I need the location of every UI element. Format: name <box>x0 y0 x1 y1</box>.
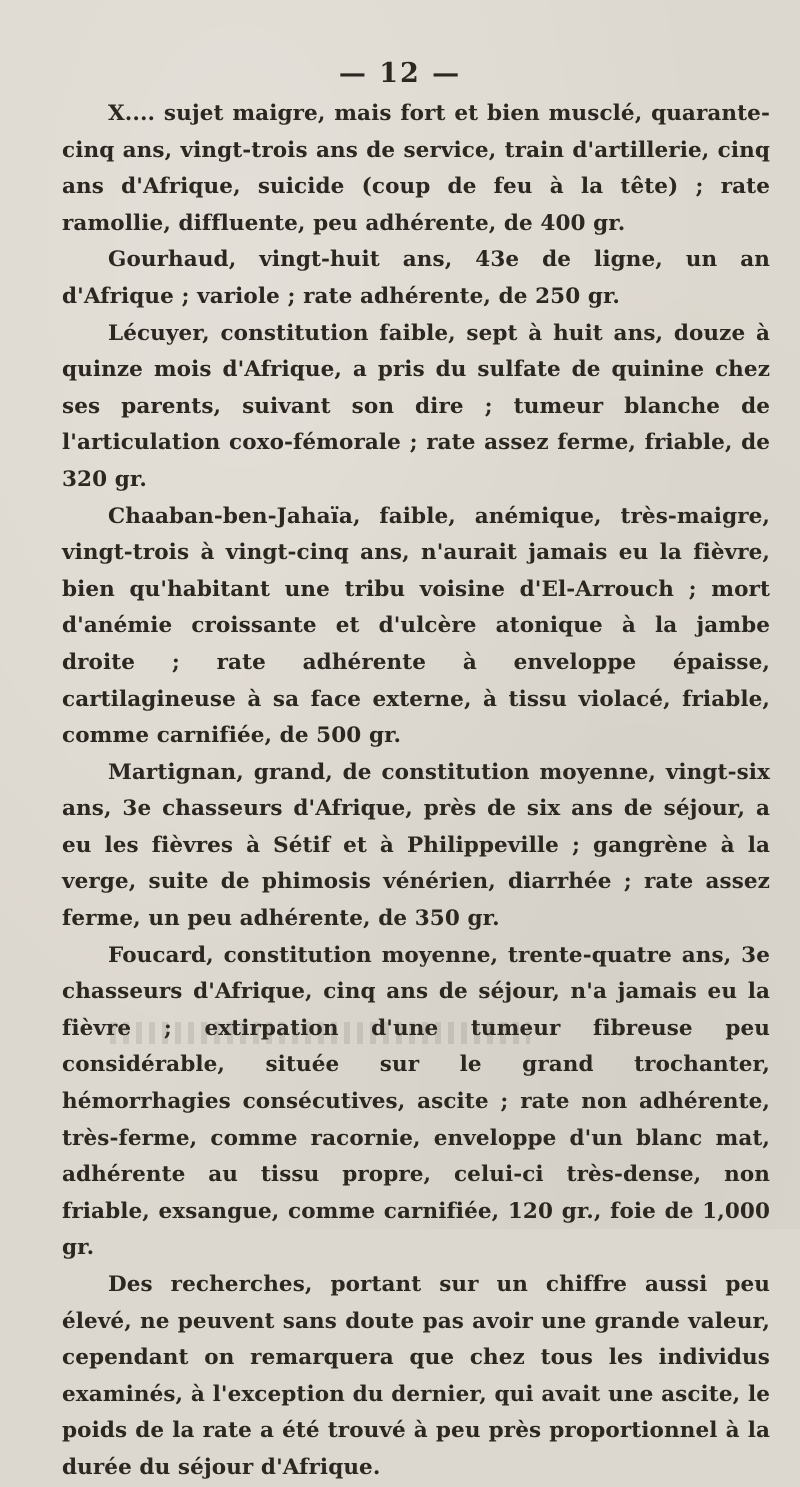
paragraph-1: X.... sujet maigre, mais fort et bien musclé, quarante-cinq ans, vingt-trois ans de service, train d'artillerie, cinq ans d'Afrique, suicide (coup de feu à la tête) ; rate ramollie, diffluente, peu adhérente, de 400 gr. <box>62 101 770 236</box>
paragraph-4: Chaaban-ben-Jahaïa, faible, anémique, très-maigre, vingt-trois à vingt-cinq ans, n'aurait jamais eu la fièvre, bien qu'habitant une tribu voisine d'El-Arrouch ; mort d'anémie croissante et d'ulcère atonique à la jambe droite ; rate adhérente à enveloppe épaisse, cartilagineuse à sa face externe, à tissu violacé, friable, comme carnifiée, de 500 gr. <box>62 503 770 749</box>
paragraph-7: Des recherches, portant sur un chiffre aussi peu élevé, ne peuvent sans doute pas avoir une grande valeur, cependant on remarquera que chez tous les individus examinés, à l'exception du dernier, qui avait une ascite, le poids de la rate a été trouvé à peu près proportionnel à la durée du séjour d'Afrique. <box>62 1272 770 1480</box>
paragraph-5: Martignan, grand, de constitution moyenne, vingt-six ans, 3e chasseurs d'Afrique, près de six ans de séjour, a eu les fièvres à Sétif et à Philippeville ; gangrène à la verge, suite de phimosis vénérien, diarrhée ; rate assez ferme, un peu adhérente, de 350 gr. <box>62 759 770 932</box>
paragraph-6: Foucard, constitution moyenne, trente-quatre ans, 3e chasseurs d'Afrique, cinq ans de séjour, n'a jamais eu la fièvre ; extirpation d'une tumeur fibreuse peu considérable, située sur le grand trochanter, hémorrhagies consécutives, ascite ; rate non adhérente, très-ferme, comme racornie, enveloppe d'un blanc mat, adhérente au tissu propre, celui-ci très-dense, non friable, exsangue, comme carnifiée, 120 gr., foie de 1,000 gr. <box>62 942 770 1261</box>
page-number: — 12 — <box>338 58 462 89</box>
bleed-through-marks <box>110 1022 530 1044</box>
paragraph-3: Lécuyer, constitution faible, sept à huit ans, douze à quinze mois d'Afrique, a pris du sulfate de quinine chez ses parents, suivant son dire ; tumeur blanche de l'articulation coxo-fémorale ; rate assez ferme, friable, de 320 gr. <box>62 320 770 492</box>
body-text <box>62 96 770 1487</box>
paragraph-2: Gourhaud, vingt-huit ans, 43e de ligne, un an d'Afrique ; variole ; rate adhérente, de 250 gr. <box>62 247 770 309</box>
